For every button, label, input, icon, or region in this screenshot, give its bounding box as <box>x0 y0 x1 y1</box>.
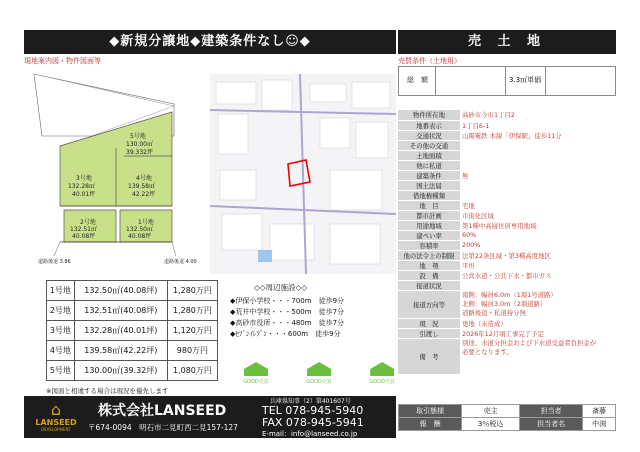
table-row: 借地権種類 <box>398 190 616 200</box>
table-row: 接道方向等 南側：幅員6.0m（1項1号道路） 北側：幅員3.0m（2項道路） 道路後退・私道持分無 <box>398 290 616 318</box>
list-item: ◆ｾﾌﾞﾝｲﾚﾌﾞﾝ・・・600m 徒歩9分 <box>230 330 341 338</box>
price-label: 総 額 <box>407 76 428 84</box>
house-icon: ⌂ <box>50 400 62 419</box>
lot5-area: 130.00㎡ <box>126 141 153 148</box>
price-box <box>398 66 616 96</box>
table-row: 建築条件 無 <box>398 170 616 180</box>
table-row: 4号地 139.58㎡(42.22坪) 980万円 <box>47 341 218 361</box>
company-address: 〒674-0094 明石市二見町西二見157-127 <box>88 423 238 432</box>
email-link[interactable]: E-mail：info@lanseed.co.jp <box>262 430 358 438</box>
lot1-tsubo: 40.08坪 <box>128 233 152 240</box>
lot3-name: 3号地 <box>76 175 92 182</box>
table-row: 容積率 200% <box>398 240 616 250</box>
phone-number[interactable]: TEL 078-945-5940 <box>262 404 364 417</box>
table-row: 他の法令上の制限 法第22条区域・第3種高度地区 <box>398 250 616 260</box>
table-row: 報 酬 3％税込 担当者名 中渕 <box>399 418 616 431</box>
house-icon: GOOD売買 <box>362 362 402 386</box>
table-row: 物件所在地 高砂市今市1丁目2 <box>398 110 616 120</box>
company-name: 株式会社LANSEED <box>98 403 227 419</box>
house-icon: GOOD売買 <box>299 362 339 386</box>
table-row: 1号地 132.50㎡(40.08坪) 1,280万円 <box>47 281 218 301</box>
lot4-area: 139.58㎡ <box>128 183 155 190</box>
lot2-name: 2号地 <box>80 219 96 226</box>
amenity-list <box>230 296 344 340</box>
lot3-tsubo: 40.01坪 <box>72 191 96 198</box>
lot2-tsubo: 40.08坪 <box>72 233 96 240</box>
lot5-tsubo: 39.332坪 <box>126 149 153 156</box>
disclaimer-note: ※図面と相違する場合は現況を優先します <box>46 387 169 395</box>
table-row: 地 勢 平坦 <box>398 260 616 270</box>
sale-type-banner: 売 土 地 <box>398 30 616 54</box>
trade-terms-table <box>398 404 616 431</box>
table-row: 地番表示 1丁目6-1 <box>398 120 616 130</box>
unit-price-label: 3.3㎡単価 <box>509 76 542 84</box>
lot-price-table <box>46 280 218 381</box>
table-row: 3号地 132.28㎡(40.01坪) 1,120万円 <box>47 321 218 341</box>
table-row: 土地面積 <box>398 150 616 160</box>
title-banner: ◆新規分譲地◆建築条件なし☺◆ <box>24 30 396 54</box>
badge-row <box>236 362 420 390</box>
lot2-area: 132.51㎡ <box>70 226 97 233</box>
table-row: 交通状況 山陽電鉄 本線「伊保駅」徒歩11分 <box>398 130 616 140</box>
table-row: 設 備 公営水道・公共下水・都市ガス <box>398 270 616 280</box>
road-setback-right: 道路後退 4.00 <box>164 259 197 265</box>
table-row: 地 目 宅地 <box>398 200 616 210</box>
lot5-name: 5号地 <box>130 133 146 140</box>
lot1-area: 132.50㎡ <box>126 226 153 233</box>
table-row: 現 況 更地（未造成） <box>398 318 616 328</box>
list-item: ◆伊保小学校・・・700m 徒歩9分 <box>230 297 345 305</box>
table-row: 接道状況 <box>398 280 616 290</box>
map-section-label: 現地案内図・物件図面等 <box>24 57 101 65</box>
table-row: 他に私道 <box>398 160 616 170</box>
table-row: 建ぺい率 60% <box>398 230 616 240</box>
amenities-title: ◇◇周辺施設◇◇ <box>254 283 308 292</box>
table-row: その他の交通 <box>398 140 616 150</box>
table-row: 都市計画 市街化区域 <box>398 210 616 220</box>
area-map <box>210 74 396 274</box>
house-icon: GOOD売買 <box>236 362 276 386</box>
table-row: 5号地 130.00㎡(39.32坪) 1,080万円 <box>47 361 218 381</box>
company-logo: ⌂ LANSEED DEVELOPMENT <box>30 402 82 432</box>
table-row: 国土法届 <box>398 180 616 190</box>
lot3-area: 132.28㎡ <box>68 183 95 190</box>
terms-section-label: 売買条件（土地用） <box>398 57 461 65</box>
lot4-name: 4号地 <box>136 175 152 182</box>
table-row: 2号地 132.51㎡(40.08坪) 1,280万円 <box>47 301 218 321</box>
list-item: ◆荒井中学校・・・500m 徒歩7分 <box>230 308 345 316</box>
table-row: 引渡し 2026年12月頃工事完了予定 <box>398 328 616 338</box>
table-row: 用途地域 第1種中高層住居専用地域 <box>398 220 616 230</box>
table-row: 取引態様 売主 担当者 斎藤 <box>399 405 616 418</box>
lot1-name: 1号地 <box>138 219 154 226</box>
plot-diagram <box>24 66 208 272</box>
list-item: ◆高砂市役所・・・480m 徒歩7分 <box>230 319 345 327</box>
road-setback-left: 道路後退 3.86 <box>38 259 71 265</box>
table-row: 備 考 別途、水道分担金および下水道受益者負担金が 必要となります。 <box>398 338 616 374</box>
license-number: 兵庫県知事（2）第401607号 <box>270 398 351 405</box>
property-detail-table <box>398 110 616 375</box>
fax-number: FAX 078-945-5941 <box>262 416 364 429</box>
lot4-tsubo: 42.22坪 <box>132 191 156 198</box>
